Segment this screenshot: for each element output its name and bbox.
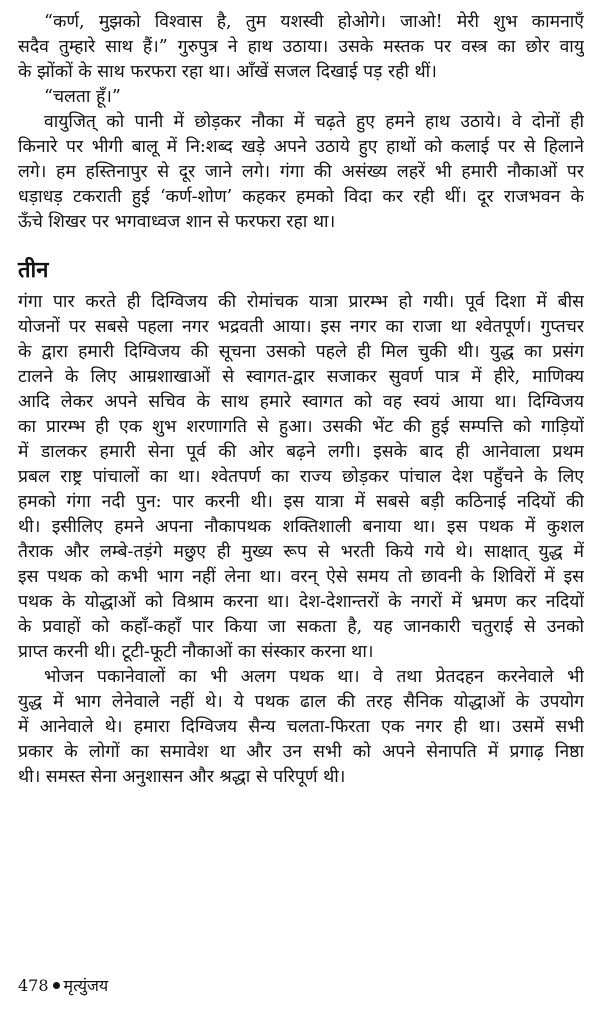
text-line: गंगा पार करते ही दिग्विजय की रोमांचक यात्रा प्रारम्भ हो गयी। पूर्व दिशा में बीस [18,292,584,312]
text-line: सदैव तुम्हारे साथ हैं।” गुरुपुत्र ने हाथ उठाया। उसके मस्तक पर वस्त्र का छोर वायु [18,37,584,57]
text-line: “कर्ण, मुझको विश्वास है, तुम यशस्वी होओगे। जाओ! मेरी शुभ कामनाएँ [44,12,584,32]
paragraph-army-composition [18,665,584,790]
text-line: के झोंकों के साथ फरफरा रहा था। आँखें सजल दिखाई पड़ रही थीं। [18,62,437,82]
text-line: थी। इसीलिए हमने अपना नौकापथक शक्तिशाली बनाया था। इस पथक में कुशल [18,517,584,537]
text-line: में आनेवाले थे। हमारा दिग्विजय सैन्य चलता-फिरता एक नगर ही था। उसमें सभी [18,717,584,737]
text-line: प्राप्त करनी थी। टूटी-फूटी नौकाओं का संस्कार करना था। [18,642,374,662]
paragraph-farewell [18,85,584,110]
text-line: योजनों पर सबसे पहला नगर भद्रवती आया। इस नगर का राजा था श्वेतपूर्ण। गुप्तचर [18,317,584,337]
text-line: लगे। हम हस्तिनापुर से दूर जाने लगे। गंगा की असंख्य लहरें भी हमारी नौकाओं पर [18,162,584,182]
text-line: हमको गंगा नदी पुन: पार करनी थी। इस यात्रा में सबसे बड़ी कठिनाई नदियों की [18,492,584,512]
text-line: के प्रवाहों को कहाँ-कहाँ पार किया जा सकता है, यह जानकारी चतुराई से उनको [18,617,584,637]
text-line: इस पथक को कभी भाग नहीं लेना था। वरन् ऐसे समय तो छावनी के शिविरों में इस [18,567,584,587]
book-page [18,10,584,790]
text-line: आदि लेकर अपने सचिव के साथ हमारे स्वागत को वह स्वयं आया था। दिग्विजय [18,392,584,412]
page-number: 478 [18,976,49,995]
text-line: में डालकर हमारी सेना पूर्व की ओर बढ़ने लगी। इसके बाद ही आनेवाला प्रथम [18,442,584,462]
text-line: के द्वारा हमारी दिग्विजय की सूचना उसको पहले ही मिल चुकी थी। युद्ध का प्रसंग [18,342,584,362]
paragraph-karna-blessing [18,10,584,85]
text-line: धड़ाधड़ टकराती हुई ‘कर्ण-शोण’ कहकर हमको विदा कर रही थीं। दूर राजभवन के [18,187,584,207]
text-line: प्रकार के लोगों का समावेश था और उन सभी को अपने सेनापति में प्रगाढ़ निष्ठा [18,742,584,762]
text-line: प्रबल राष्ट्र पांचालों का था। श्वेतपर्ण का राज्य छोड़कर पांचाल देश पहुँचने के लिए [18,467,584,487]
text-line: वायुजित् को पानी में छोड़कर नौका में चढ़ते हुए हमने हाथ उठाये। वे दोनों ही [44,112,584,132]
bullet-separator-icon [53,982,60,989]
text-line: युद्ध में भाग लेनेवाले नहीं थे। ये पथक ढाल की तरह सैनिक योद्धाओं के उपयोग [18,692,584,712]
text-line: भोजन पकानेवालों का भी अलग पथक था। वे तथा प्रेतदहन करनेवाले भी [44,667,584,687]
book-title: मृत्युंजय [63,976,109,995]
text-line: “चलता हूँ।” [44,87,121,107]
text-line: किनारे पर भीगी बालू में नि:शब्द खड़े अपने उठाये हुए हाथों को कलाई पर से हिलाने [18,137,584,157]
section-heading: तीन [18,258,49,283]
page-footer [18,975,108,997]
paragraph-departure [18,110,584,235]
paragraph-digvijay-journey [18,290,584,665]
text-line: पथक के योद्धाओं को विश्राम करना था। देश-देशान्तरों के नगरों में भ्रमण कर नदियों [18,592,584,612]
text-line: टालने के लिए आम्रशाखाओं से स्वागत-द्वार सजाकर सुवर्ण पात्र में हीरे, माणिक्य [18,367,584,387]
text-line: का प्रारम्भ ही एक शुभ शरणागति से हुआ। उसकी भेंट की हुई सम्पत्ति को गाड़ियों [18,417,584,437]
text-line: ऊँचे शिखर पर भगवाध्वज शान से फरफरा रहा था। [18,212,336,232]
text-line: तैराक और लम्बे-तड़ंगे मछुए ही मुख्य रूप से भरती किये गये थे। साक्षात् युद्ध में [18,542,584,562]
text-line: थी। समस्त सेना अनुशासन और श्रद्धा से परिपूर्ण थी। [18,767,346,787]
